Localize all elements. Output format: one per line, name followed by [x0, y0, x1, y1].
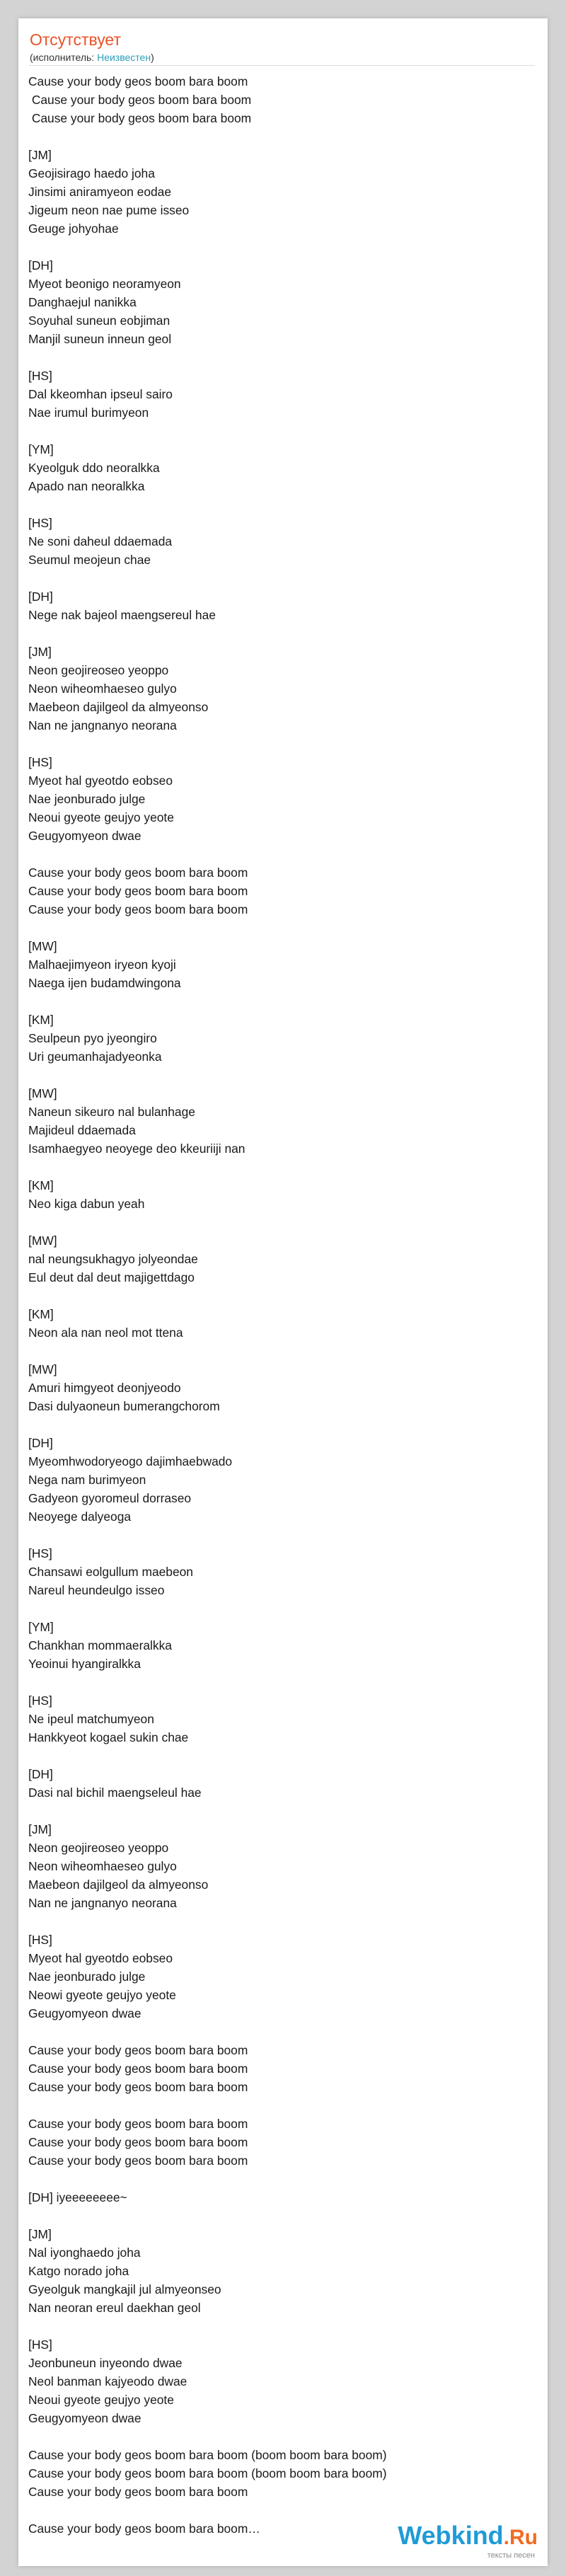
lyrics-line: Cause your body geos boom bara boom [28, 2154, 248, 2168]
lyrics-line: [YM] [28, 1620, 54, 1634]
lyrics-blank-line [28, 992, 538, 1011]
lyrics-line: [MW] [28, 1234, 57, 1248]
lyrics-line: Neon geojireoseo yeoppo [28, 1841, 169, 1855]
site-logo[interactable] [393, 2522, 538, 2559]
lyrics-blank-line [28, 2096, 538, 2115]
lyrics-line: Cause your body geos boom bara boom [28, 2062, 248, 2076]
lyrics-line: Nega nam burimyeon [28, 1473, 146, 1487]
lyrics-blank-line [28, 2023, 538, 2041]
lyrics-line: [DH] [28, 1767, 53, 1781]
lyrics-line: [DH] [28, 1436, 53, 1450]
lyrics-line: Isamhaegyeo neoyege deo kkeuriiji nan [28, 1142, 246, 1156]
lyrics-line: Myeot hal gyeotdo eobseo [28, 1951, 173, 1965]
lyrics-line: Nan ne jangnanyo neorana [28, 1896, 177, 1910]
lyrics-blank-line [28, 569, 538, 587]
lyrics-line: Neowi gyeote geujyo yeote [28, 1988, 176, 2002]
lyrics-line: Danghaejul nanikka [28, 295, 137, 309]
lyrics-line: Cause your body geos boom bara boom [28, 93, 252, 107]
lyrics-line: Neon wiheomhaeseo gulyo [28, 682, 177, 696]
performer-link[interactable]: Неизвестен [97, 52, 151, 63]
lyrics-line: Naega ijen budamdwingona [28, 976, 181, 990]
lyrics-blank-line [28, 2317, 538, 2335]
lyrics-line: Nal iyonghaedo joha [28, 2246, 141, 2260]
logo-domain: .Ru [503, 2526, 538, 2549]
performer-prefix: (исполнитель: [30, 52, 98, 63]
lyrics-line: Jeonbuneun inyeondo dwae [28, 2356, 183, 2370]
lyrics-line: [DH] [28, 590, 53, 604]
lyrics-line: Yeoinui hyangiralkka [28, 1657, 141, 1671]
lyrics-line: [HS] [28, 755, 52, 769]
logo-wordmark [393, 2522, 538, 2551]
lyrics-line: Eul deut dal deut majigettdago [28, 1270, 195, 1284]
lyrics-line: Nae irumul burimyeon [28, 406, 149, 420]
lyrics-blank-line [28, 495, 538, 514]
lyrics-blank-line [28, 624, 538, 643]
lyrics-line: Dal kkeomhan ipseul sairo [28, 387, 173, 401]
lyrics-line: [JM] [28, 2227, 52, 2241]
lyrics-line: [MW] [28, 1362, 57, 1376]
lyrics-line: [KM] [28, 1013, 54, 1027]
lyrics-blank-line [28, 1415, 538, 1434]
lyrics-line: [HS] [28, 1546, 52, 1560]
lyrics-line: Neoyege dalyeoga [28, 1510, 132, 1524]
lyrics-blank-line [28, 1747, 538, 1765]
lyrics-blank-line [28, 735, 538, 753]
lyrics-blank-line [28, 1802, 538, 1820]
lyrics-line: Uri geumanhajadyeonka [28, 1050, 162, 1064]
lyrics-line: Geuge johyohae [28, 222, 119, 236]
lyrics-line: Hankkyeot kogael sukin chae [28, 1730, 189, 1744]
lyrics-line: Neo kiga dabun yeah [28, 1197, 145, 1211]
lyrics-line: Soyuhal suneun eobjiman [28, 314, 171, 328]
lyrics-line: Nege nak bajeol maengsereul hae [28, 608, 216, 622]
lyrics-line: [YM] [28, 442, 54, 456]
lyrics-line: Neol banman kajyeodo dwae [28, 2374, 187, 2388]
lyrics-line: Geugyomyeon dwae [28, 2006, 142, 2020]
lyrics-blank-line [28, 1526, 538, 1544]
lyrics-line: Neoui gyeote geujyo yeote [28, 2393, 174, 2407]
lyrics-line: Cause your body geos boom bara boom [28, 2080, 248, 2094]
lyrics-line: Cause your body geos boom bara boom [28, 884, 248, 898]
lyrics-line: [KM] [28, 1307, 54, 1321]
lyrics-line: [KM] [28, 1178, 54, 1192]
lyrics-line: Ne ipeul matchumyeon [28, 1712, 154, 1726]
lyrics-blank-line [28, 1213, 538, 1231]
lyrics-line: [HS] [28, 1694, 52, 1708]
lyrics-blank-line [28, 2170, 538, 2188]
lyrics-line: Neon ala nan neol mot ttena [28, 1326, 183, 1340]
lyrics-blank-line [28, 1287, 538, 1305]
lyrics-line: Neon wiheomhaeseo gulyo [28, 1859, 177, 1873]
lyrics-line: Cause your body geos boom bara boom [28, 2135, 248, 2149]
lyrics-blank-line [28, 1599, 538, 1618]
lyrics-card [18, 18, 548, 2566]
lyrics-line: nal neungsukhagyo jolyeondae [28, 1252, 198, 1266]
lyrics-blank-line [28, 919, 538, 937]
lyrics-line: Nan ne jangnanyo neorana [28, 718, 177, 732]
lyrics-blank-line [28, 1342, 538, 1360]
lyrics-line: Cause your body geos boom bara boom [28, 2117, 248, 2131]
lyrics-line: Nae jeonburado julge [28, 1970, 146, 1984]
lyrics-line: Gadyeon gyoromeul dorraseo [28, 1491, 192, 1505]
lyrics-line: Cause your body geos boom bara boom… [28, 2522, 260, 2536]
lyrics-line: Cause your body geos boom bara boom [28, 111, 252, 125]
lyrics-line: Cause your body geos boom bara boom [28, 74, 248, 88]
lyrics-line: Myeomhwodoryeogo dajimhaebwado [28, 1454, 233, 1468]
lyrics-line: Nareul heundeulgo isseo [28, 1583, 165, 1597]
lyrics-line: [HS] [28, 516, 52, 530]
lyrics-line: Naneun sikeuro nal bulanhage [28, 1105, 195, 1119]
lyrics-line: [HS] [28, 2338, 52, 2352]
lyrics-line: Nae jeonburado julge [28, 792, 146, 806]
lyrics-blank-line [28, 2427, 538, 2446]
lyrics-text [28, 72, 538, 2538]
logo-name: Webkind [398, 2521, 504, 2550]
lyrics-line: Jigeum neon nae pume isseo [28, 203, 190, 217]
lyrics-line: Maebeon dajilgeol da almyeonso [28, 700, 209, 714]
lyrics-line: [MW] [28, 939, 57, 953]
logo-tagline: тексты песен [487, 2551, 535, 2560]
lyrics-line: [HS] [28, 1933, 52, 1947]
lyrics-line: Cause your body geos boom bara boom [28, 2043, 248, 2057]
lyrics-line: Maebeon dajilgeol da almyeonso [28, 1878, 209, 1892]
lyrics-line: Cause your body geos boom bara boom [28, 866, 248, 880]
lyrics-blank-line [28, 127, 538, 146]
lyrics-line: Manjil suneun inneun geol [28, 332, 172, 346]
lyrics-line: Chankhan mommaeralkka [28, 1638, 172, 1652]
lyrics-line: Myeot hal gyeotdo eobseo [28, 774, 173, 788]
lyrics-line: [JM] [28, 645, 52, 659]
lyrics-blank-line [28, 1912, 538, 1931]
lyrics-line: [JM] [28, 1822, 52, 1836]
lyrics-line: Ne soni daheul ddaemada [28, 534, 173, 548]
lyrics-line: Neon geojireoseo yeoppo [28, 663, 169, 677]
lyrics-line: Nan neoran ereul daekhan geol [28, 2301, 201, 2315]
lyrics-blank-line [28, 1673, 538, 1691]
lyrics-line: Katgo norado joha [28, 2264, 129, 2278]
song-title: Отсутствует [30, 30, 121, 49]
lyrics-blank-line [28, 238, 538, 256]
lyrics-line: Geugyomyeon dwae [28, 829, 142, 843]
lyrics-line: Dasi nal bichil maengseleul hae [28, 1786, 202, 1800]
lyrics-blank-line [28, 422, 538, 440]
lyrics-line: Majideul ddaemada [28, 1123, 136, 1137]
lyrics-line: Seulpeun pyo jyeongiro [28, 1031, 157, 1045]
lyrics-line: [JM] [28, 148, 52, 162]
lyrics-blank-line [28, 845, 538, 863]
lyrics-line: Dasi dulyaoneun bumerangchorom [28, 1399, 220, 1413]
lyrics-line: Cause your body geos boom bara boom [28, 902, 248, 916]
lyrics-line: Jinsimi aniramyeon eodae [28, 185, 172, 199]
lyrics-line: [HS] [28, 369, 52, 383]
lyrics-blank-line [28, 2501, 538, 2519]
lyrics-line: Cause your body geos boom bara boom (boom boom bara boom) [28, 2448, 387, 2462]
lyrics-blank-line [28, 1066, 538, 1084]
lyrics-line: Chansawi eolgullum maebeon [28, 1565, 193, 1579]
lyrics-line: [MW] [28, 1086, 57, 1100]
lyrics-blank-line [28, 2207, 538, 2225]
lyrics-line: Geojisirago haedo joha [28, 166, 155, 180]
performer-suffix: ) [151, 52, 154, 63]
lyrics-line: Malhaejimyeon iryeon kyoji [28, 958, 176, 972]
lyrics-line: Amuri himgyeot deonjyeodo [28, 1381, 181, 1395]
dotted-divider [30, 65, 535, 66]
lyrics-line: Cause your body geos boom bara boom [28, 2485, 248, 2499]
lyrics-line: Apado nan neoralkka [28, 479, 145, 493]
performer-line [30, 51, 154, 64]
lyrics-blank-line [28, 1158, 538, 1176]
lyrics-line: Cause your body geos boom bara boom (boom boom bara boom) [28, 2466, 387, 2480]
lyrics-line: Seumul meojeun chae [28, 553, 151, 567]
lyrics-line: Gyeolguk mangkajil jul almyeonseo [28, 2282, 221, 2296]
lyrics-line: [DH] [28, 258, 53, 272]
lyrics-line: Neoui gyeote geujyo yeote [28, 810, 174, 824]
lyrics-line: Kyeolguk ddo neoralkka [28, 461, 160, 475]
lyrics-line: Geugyomyeon dwae [28, 2411, 142, 2425]
lyrics-blank-line [28, 348, 538, 367]
lyrics-line: [DH] iyeeeeeeee~ [28, 2190, 127, 2204]
lyrics-line: Myeot beonigo neoramyeon [28, 277, 181, 291]
